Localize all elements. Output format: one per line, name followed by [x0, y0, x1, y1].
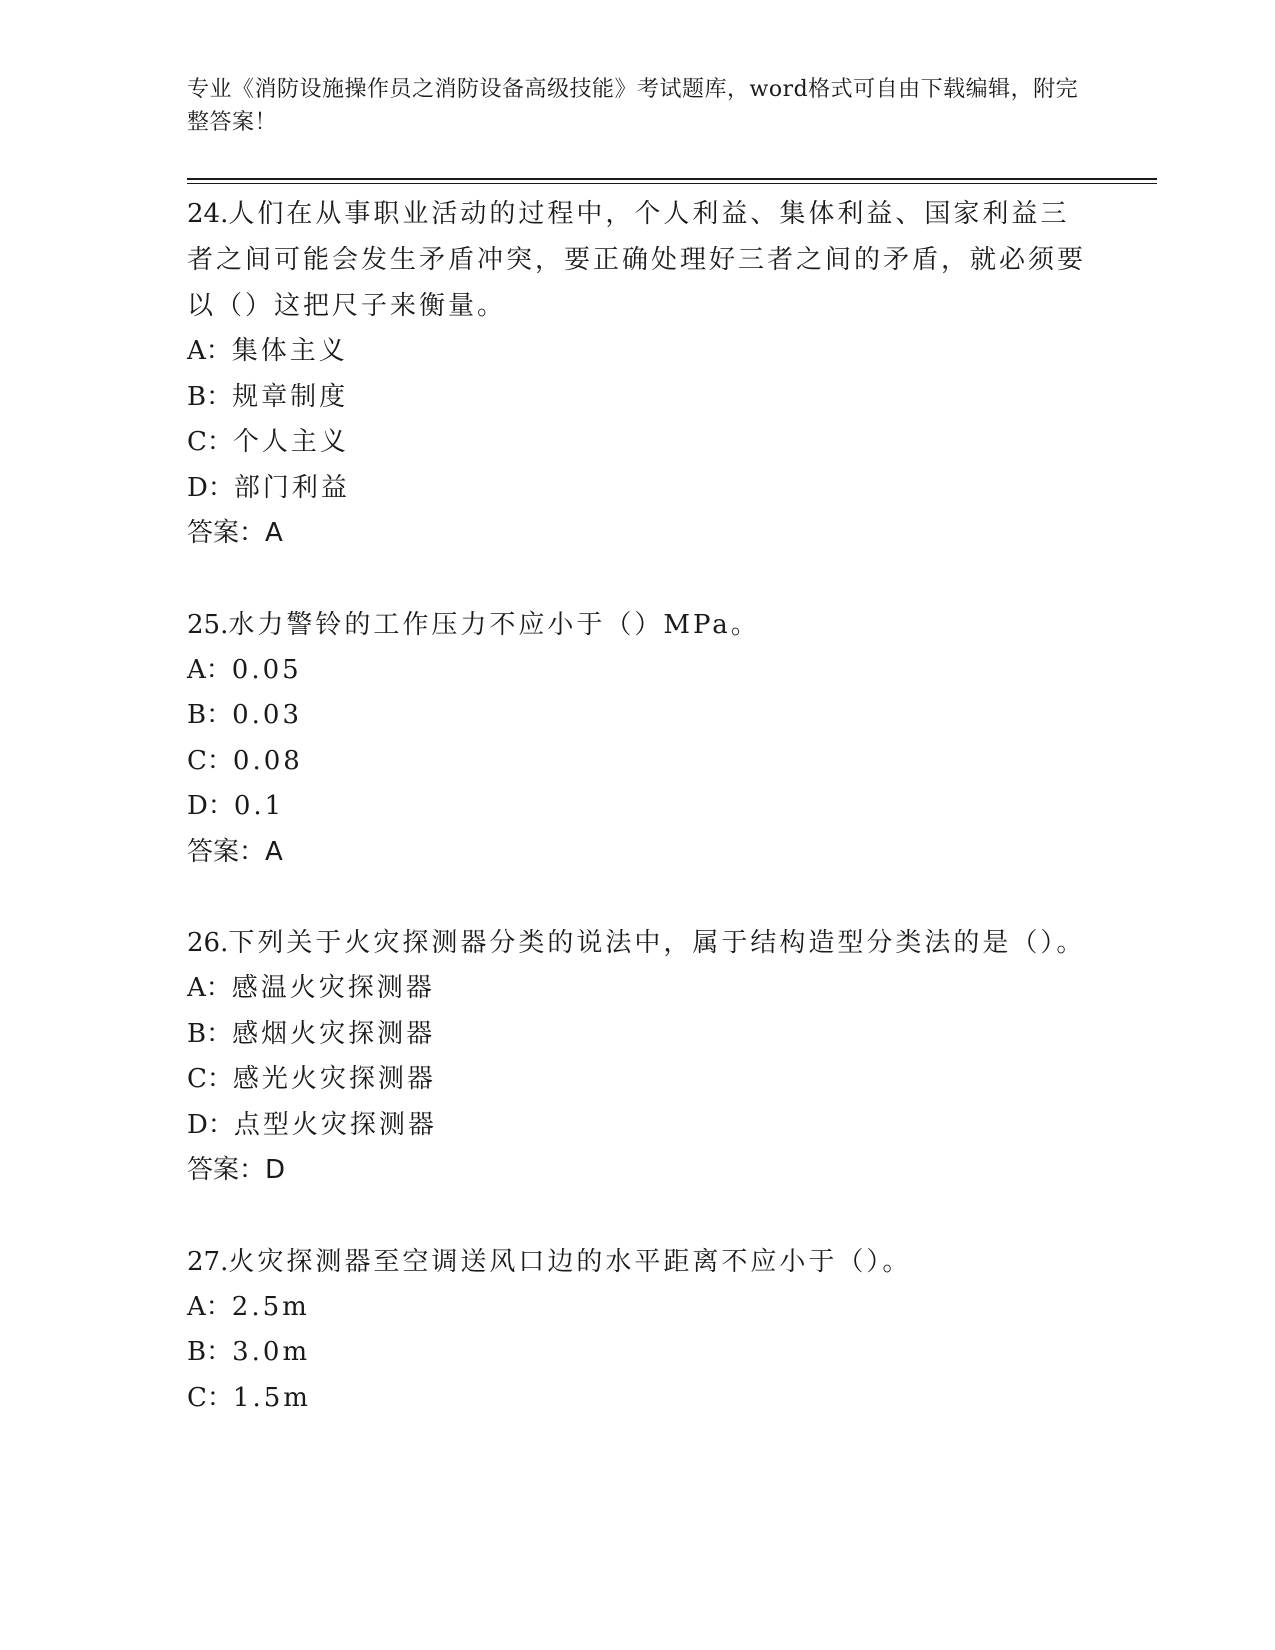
question-number: 26.	[187, 928, 229, 958]
option-b	[187, 375, 1087, 421]
option-text: 3.0m	[232, 1337, 311, 1367]
document-header: 专业《消防设施操作员之消防设备高级技能》考试题库，word格式可自由下载编辑，附完整答案！	[187, 77, 1079, 135]
option-b	[187, 1012, 1087, 1058]
option-text: 0.05	[231, 654, 302, 685]
question-text: 火灾探测器至空调送风口边的水平距离不应小于（）。	[228, 1246, 912, 1277]
option-c	[187, 1057, 1087, 1103]
option-letter: C：	[187, 745, 233, 776]
header-divider-thick	[187, 178, 1157, 180]
option-b	[187, 1330, 1087, 1376]
option-a	[187, 329, 1087, 375]
question-stem	[187, 920, 1087, 966]
answer-line: 答案：A	[187, 518, 283, 548]
question-stem	[187, 1239, 1087, 1285]
option-letter: D：	[187, 791, 234, 821]
option-text: 感烟火灾探测器	[232, 1018, 436, 1049]
option-c	[187, 420, 1087, 466]
question-stem	[187, 602, 1087, 648]
option-letter: D：	[187, 1109, 234, 1140]
option-d	[187, 784, 1087, 830]
option-text: 感温火灾探测器	[231, 973, 435, 1003]
option-c	[187, 739, 1087, 785]
question-text: 人们在从事职业活动的过程中，个人利益、集体利益、国家利益三者之间可能会发生矛盾冲突，要正确处理好三者之间的矛盾，就必须要以（）这把尺子来衡量。	[187, 199, 1087, 321]
question-number: 25.	[187, 609, 229, 640]
question-25	[187, 602, 1087, 876]
option-letter: D：	[187, 472, 234, 503]
option-d	[187, 466, 1087, 512]
option-text: 2.5m	[231, 1291, 310, 1322]
option-letter: B：	[187, 1018, 233, 1049]
question-number: 27.	[187, 1246, 229, 1277]
question-text: 下列关于火灾探测器分类的说法中，属于结构造型分类法的是（）。	[228, 928, 1086, 958]
option-text: 0.03	[232, 700, 302, 730]
option-letter: C：	[187, 1382, 233, 1413]
option-text: 个人主义	[232, 427, 349, 457]
question-number: 24.	[187, 199, 229, 229]
option-letter: C：	[187, 427, 233, 457]
option-c	[187, 1376, 1087, 1422]
option-d	[187, 1103, 1087, 1149]
option-text: 1.5m	[232, 1382, 311, 1413]
option-text: 感光火灾探测器	[232, 1064, 436, 1094]
option-text: 集体主义	[231, 336, 348, 366]
question-27	[187, 1239, 1087, 1422]
option-text: 部门利益	[233, 472, 350, 503]
option-text: 0.1	[233, 791, 285, 821]
option-a	[187, 648, 1087, 694]
option-text: 规章制度	[232, 381, 349, 412]
header-divider-thin	[187, 183, 1157, 184]
question-text: 水力警铃的工作压力不应小于（）MPa。	[228, 609, 760, 640]
option-text: 点型火灾探测器	[233, 1109, 437, 1140]
option-letter: A：	[187, 1291, 232, 1322]
question-26	[187, 920, 1087, 1194]
option-letter: B：	[187, 700, 233, 730]
option-text: 0.08	[232, 745, 303, 776]
answer-line: 答案：A	[187, 836, 283, 867]
option-a	[187, 966, 1087, 1012]
option-letter: B：	[187, 381, 233, 412]
question-stem	[187, 191, 1087, 329]
option-letter: C：	[187, 1064, 233, 1094]
question-24	[187, 191, 1087, 557]
answer-line: 答案：D	[187, 1155, 286, 1185]
option-b	[187, 693, 1087, 739]
option-letter: A：	[187, 654, 232, 685]
option-letter: A：	[187, 336, 232, 366]
question-list	[187, 191, 1087, 1421]
option-letter: A：	[187, 973, 232, 1003]
option-a	[187, 1285, 1087, 1331]
option-letter: B：	[187, 1337, 233, 1367]
